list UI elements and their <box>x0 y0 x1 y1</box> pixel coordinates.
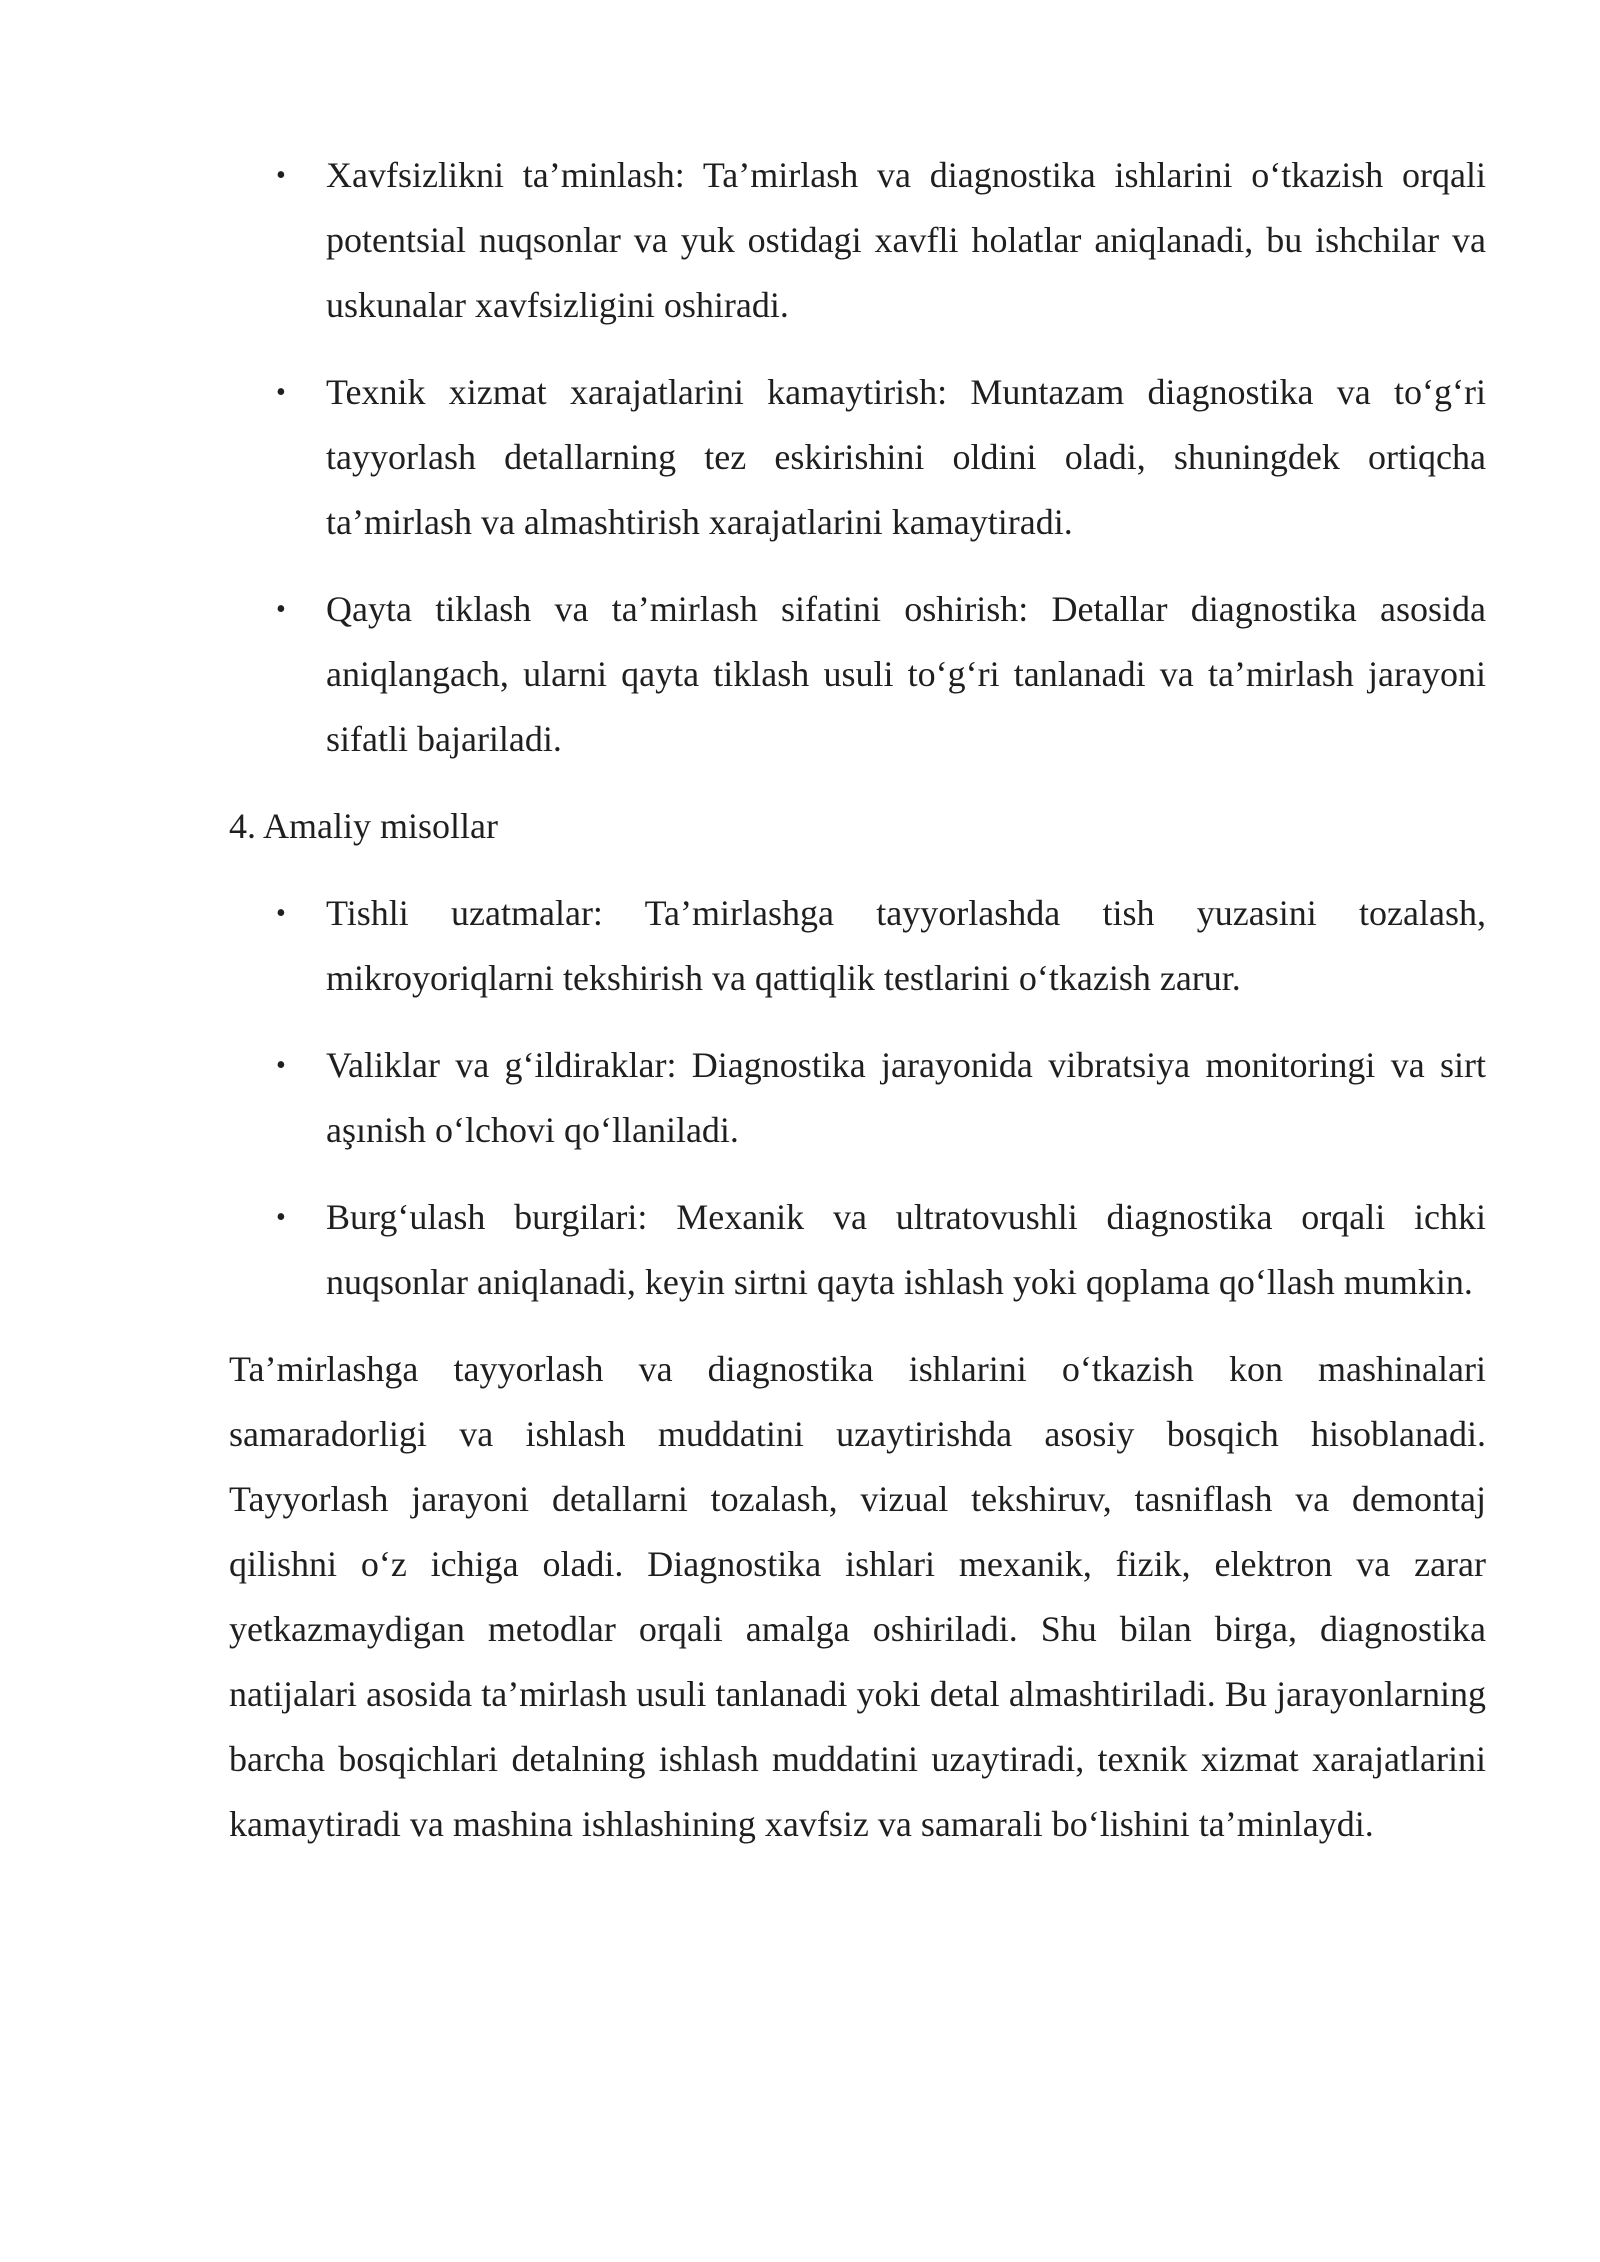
examples-list <box>229 881 1486 1315</box>
list-item-text: Valiklar va g‘ildiraklar: Diagnostika jarayonida vibratsiya monitoringi va sirt aşınish o‘lchovi qo‘llaniladi. <box>326 1045 1486 1150</box>
benefits-list <box>229 143 1486 772</box>
list-item <box>229 143 1486 338</box>
section-heading: 4. Amaliy misollar <box>229 806 498 846</box>
conclusion-paragraph: Ta’mirlashga tayyorlash va diagnostika ishlarini o‘tkazish kon mashinalari samaradorligi va ishlash muddatini uzaytirishda asosiy bosqich hisoblanadi. Tayyorlash jarayoni detallarni tozalash, vizual tekshiruv, tasniflash va demontaj qilishni o‘z ichiga oladi. Diagnostika ishlari mexanik, fizik, elektron va zarar yetkazmaydigan metodlar orqali amalga oshiriladi. Shu bilan birga, diagnostika natijalari asosida ta’mirlash usuli tanlanadi yoki detal almashtiriladi. Bu jarayonlarning barcha bosqichlari detalning ishlash muddatini uzaytiradi, texnik xizmat xarajatlarini kamaytiradi va mashina ishlashining xavfsiz va samarali bo‘lishini ta’minlaydi. <box>229 1349 1486 1844</box>
bullet-icon: • <box>276 160 286 191</box>
list-item-text: Texnik xizmat xarajatlarini kamaytirish: Muntazam diagnostika va to‘g‘ri tayyorlash detallarning tez eskirishini oldini oladi, shuningdek ortiqcha ta’mirlash va almashtirish xarajatlarini kamaytiradi. <box>326 372 1486 542</box>
list-item-text: Xavfsizlikni ta’minlash: Ta’mirlash va diagnostika ishlarini o‘tkazish orqali potentsial nuqsonlar va yuk ostidagi xavfli holatlar aniqlanadi, bu ishchilar va uskunalar xavfsizligini oshiradi. <box>326 155 1486 325</box>
bullet-icon: • <box>276 594 286 625</box>
list-item-text: Tishli uzatmalar: Ta’mirlashga tayyorlashda tish yuzasini tozalash, mikroyoriqlarni tekshirish va qattiqlik testlarini o‘tkazish zarur. <box>326 893 1486 998</box>
list-item <box>229 577 1486 772</box>
page-content <box>229 143 1486 1857</box>
bullet-icon: • <box>276 1202 286 1233</box>
bullet-icon: • <box>276 377 286 408</box>
bullet-icon: • <box>276 1050 286 1081</box>
bullet-icon: • <box>276 898 286 929</box>
list-item <box>229 1185 1486 1315</box>
list-item <box>229 360 1486 555</box>
list-item <box>229 1033 1486 1163</box>
list-item-text: Burg‘ulash burgilari: Mexanik va ultratovushli diagnostika orqali ichki nuqsonlar aniqlanadi, keyin sirtni qayta ishlash yoki qoplama qo‘llash mumkin. <box>326 1197 1486 1302</box>
list-item-text: Qayta tiklash va ta’mirlash sifatini oshirish: Detallar diagnostika asosida aniqlangach, ularni qayta tiklash usuli to‘g‘ri tanlanadi va ta’mirlash jarayoni sifatli bajariladi. <box>326 589 1486 759</box>
list-item <box>229 881 1486 1011</box>
